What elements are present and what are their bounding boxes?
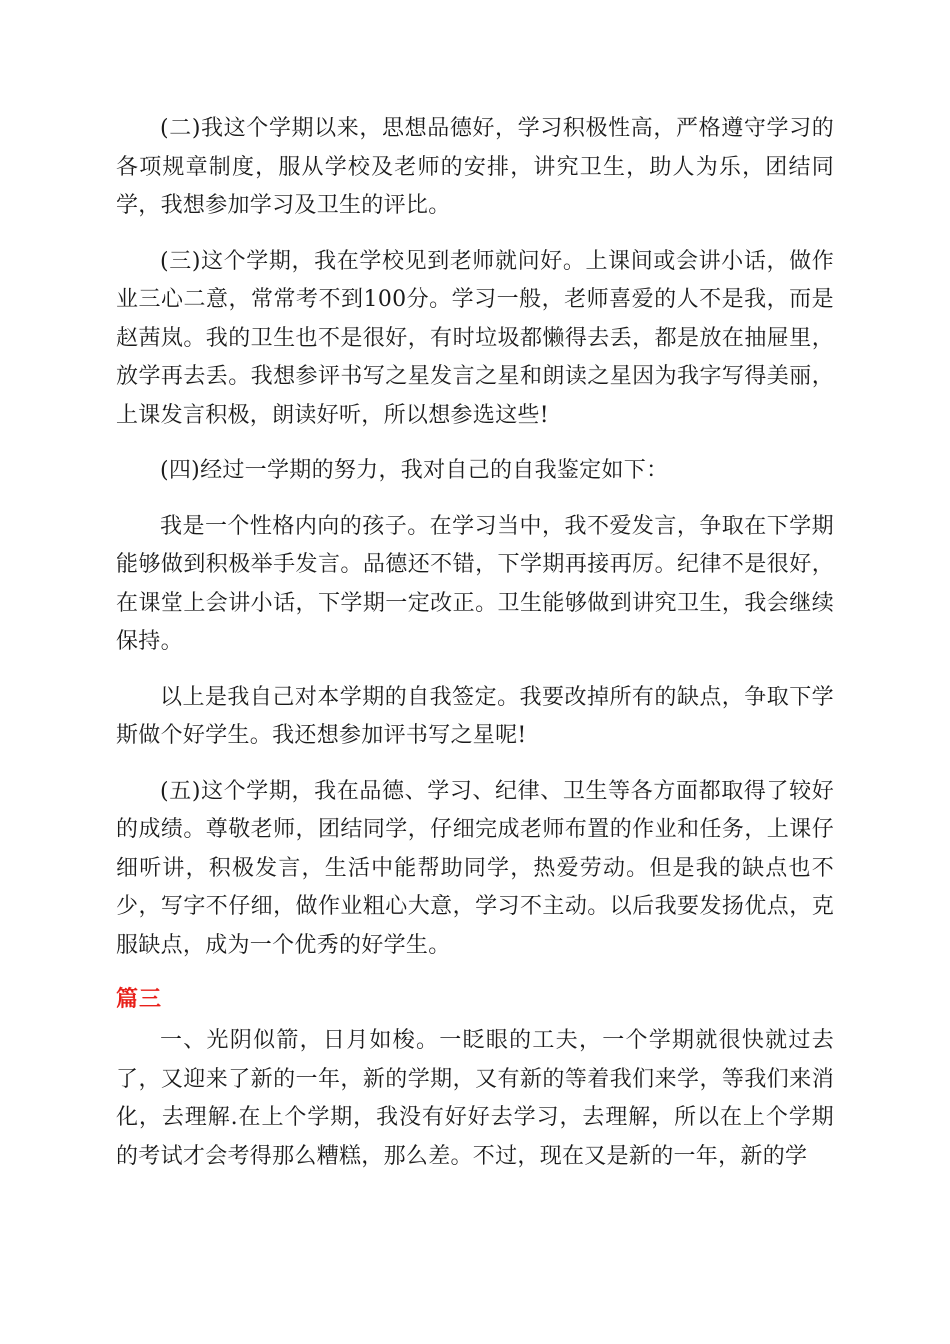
- paragraph-summary: 以上是我自己对本学期的自我签定。我要改掉所有的缺点，争取下学斯做个好学生。我还想参加评书写之星呢!: [116, 684, 834, 748]
- paragraph-3: (三)这个学期，我在学校见到老师就问好。上课间或会讲小话，做作业三心二意，常常考不到100分。学习一般，老师喜爱的人不是我，而是赵茜岚。我的卫生也不是很好，有时垃圾都懒得去丢，都是放在抽屉里，放学再去丢。我想参评书写之星发言之星和朗读之星因为我字写得美丽，上课发言积极，朗读好听，所以想参选这些!: [116, 248, 834, 428]
- paragraph-5: (五)这个学期，我在品德、学习、纪律、卫生等各方面都取得了较好的成绩。尊敬老师，团结同学，仔细完成老师布置的作业和任务，上课仔细听讲，积极发言，生活中能帮助同学，热爱劳动。但是我的缺点也不少，写字不仔细，做作业粗心大意，学习不主动。以后我要发扬优点，克服缺点，成为一个优秀的好学生。: [116, 778, 834, 958]
- section-paragraph-1: 一、光阴似箭，日月如梭。一眨眼的工夫，一个学期就很快就过去了，又迎来了新的一年，新的学期，又有新的等着我们来学，等我们来消化，去理解.在上个学期，我没有好好去学习，去理解，所以在上个学期的考试才会考得那么糟糕，那么差。不过，现在又是新的一年，新的学: [116, 1028, 834, 1169]
- section-heading: 篇三: [116, 987, 163, 1012]
- paragraph-self-assessment: 我是一个性格内向的孩子。在学习当中，我不爱发言，争取在下学期能够做到积极举手发言。品德还不错，下学期再接再厉。纪律不是很好，在课堂上会讲小话，下学期一定改正。卫生能够做到讲究卫生，我会继续保持。: [116, 513, 834, 654]
- paragraph-4: (四)经过一学期的努力，我对自己的自我鉴定如下：: [160, 458, 669, 483]
- paragraph-2: (二)我这个学期以来，思想品德好，学习积极性高，严格遵守学习的各项规章制度，服从学校及老师的安排，讲究卫生，助人为乐，团结同学，我想参加学习及卫生的评比。: [116, 116, 834, 218]
- document-page: [116, 110, 834, 1176]
